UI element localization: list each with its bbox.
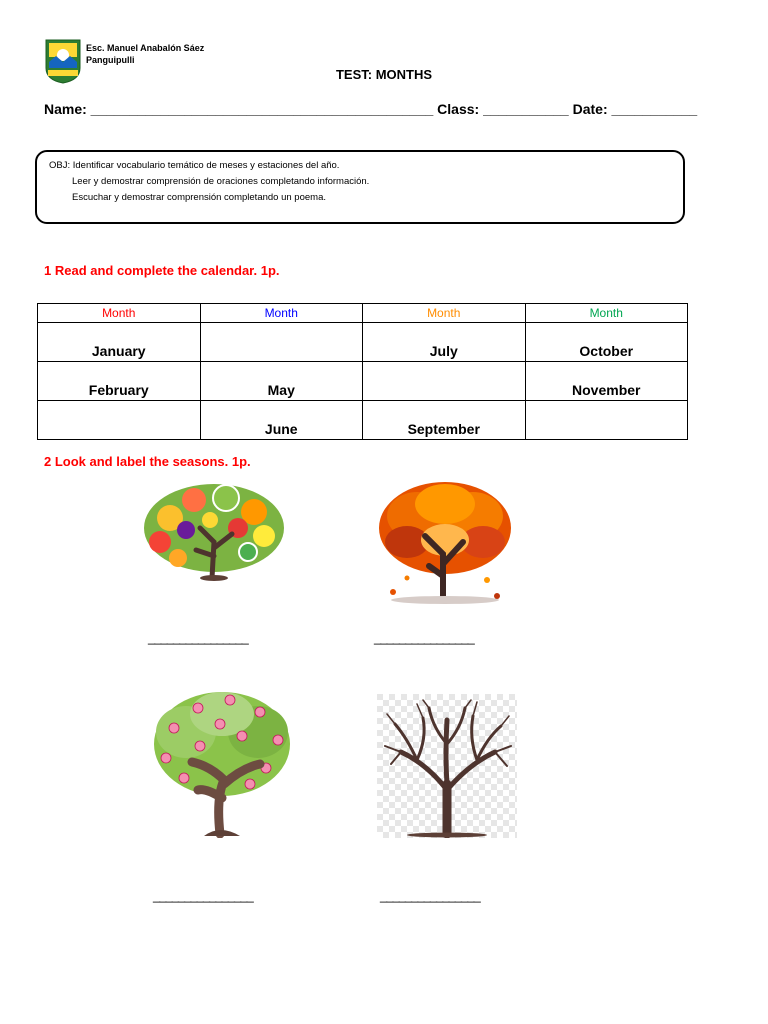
objective-line-1: OBJ: Identificar vocabulario temático de meses y estaciones del año. [49, 160, 340, 171]
section-2-title: 2 Look and label the seasons. 1p. [44, 454, 251, 469]
calendar-header-cell: Month [525, 304, 688, 323]
label-blank[interactable]: ________________ [153, 888, 253, 903]
calendar-cell-blank[interactable] [200, 323, 363, 362]
calendar-header-row [38, 304, 688, 323]
objective-line-2: Leer y demostrar comprensión de oraciones completando información. [72, 176, 370, 187]
calendar-cell-blank[interactable] [38, 401, 201, 440]
calendar-cell: June [200, 401, 363, 440]
school-name-line1: Esc. Manuel Anabalón Sáez [86, 43, 205, 53]
calendar-row [38, 323, 688, 362]
calendar-header-cell: Month [363, 304, 526, 323]
label-blank[interactable]: ________________ [374, 630, 474, 645]
autumn-tree-icon [377, 480, 513, 611]
section-1-title: 1 Read and complete the calendar. 1p. [44, 263, 280, 278]
calendar-cell: July [363, 323, 526, 362]
calendar-cell: January [38, 323, 201, 362]
calendar-header-cell: Month [38, 304, 201, 323]
fruit-tree-icon [140, 478, 288, 587]
calendar-row [38, 401, 688, 440]
calendar-row [38, 362, 688, 401]
spring-tree-icon [150, 688, 294, 843]
calendar-cell: November [525, 362, 688, 401]
calendar-table [37, 303, 688, 440]
bare-tree-icon [377, 694, 517, 843]
calendar-cell: October [525, 323, 688, 362]
objectives-box [35, 150, 685, 224]
student-info-fields: Name: ____________________________________________ Class: ___________ Date: ___________ [44, 101, 698, 117]
label-blank[interactable]: ________________ [380, 888, 480, 903]
objective-line-3: Escuchar y demostrar comprensión completando un poema. [72, 192, 326, 203]
school-name-line2: Panguipulli [86, 55, 135, 65]
calendar-cell: February [38, 362, 201, 401]
school-name [86, 42, 204, 66]
calendar-cell: September [363, 401, 526, 440]
calendar-cell-blank[interactable] [525, 401, 688, 440]
label-blank[interactable]: ________________ [148, 630, 248, 645]
calendar-cell-blank[interactable] [363, 362, 526, 401]
calendar-cell: May [200, 362, 363, 401]
calendar-header-cell: Month [200, 304, 363, 323]
page-title: TEST: MONTHS [335, 67, 433, 82]
